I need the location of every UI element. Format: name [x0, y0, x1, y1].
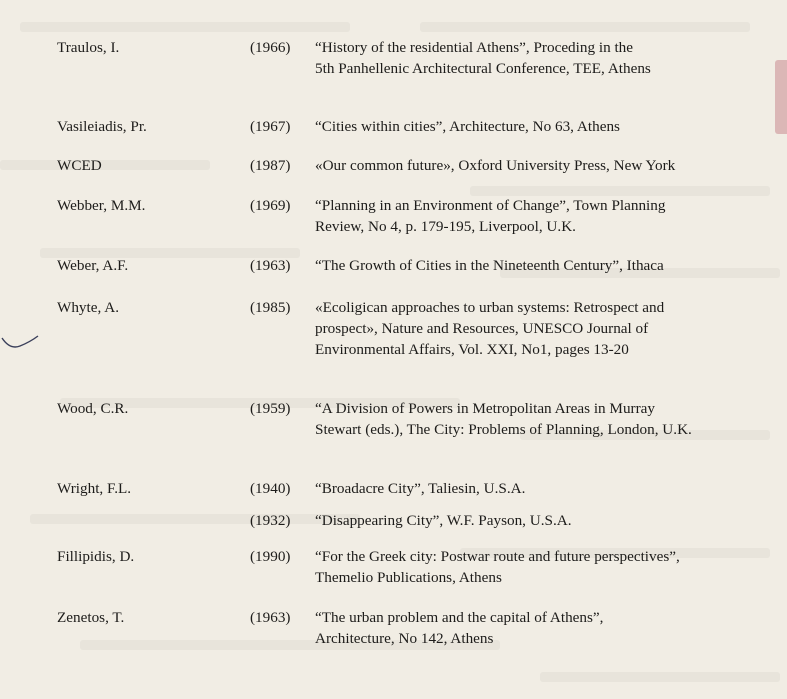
reference-year: (1985)	[250, 299, 291, 316]
reference-author: Zenetos, T.	[57, 609, 125, 626]
reference-author: Traulos, I.	[57, 39, 120, 56]
reference-year: (1990)	[250, 548, 291, 565]
reference-text-line: “The urban problem and the capital of Athens”,	[315, 609, 604, 626]
reference-text	[315, 195, 775, 237]
reference-text-line: “Broadacre City”, Taliesin, U.S.A.	[315, 480, 526, 497]
reference-text-line: 5th Panhellenic Architectural Conference, TEE, Athens	[315, 60, 651, 77]
reference-text	[315, 155, 775, 176]
reference-text	[315, 297, 775, 360]
reference-text-line: “History of the residential Athens”, Proceding in the	[315, 39, 634, 56]
reference-text-line: prospect», Nature and Resources, UNESCO Journal of	[315, 320, 649, 337]
reference-year: (1963)	[250, 609, 291, 626]
reference-year: (1967)	[250, 118, 291, 135]
reference-text	[315, 510, 775, 531]
reference-text-line: “Disappearing City”, W.F. Payson, U.S.A.	[315, 512, 572, 529]
reference-text-line: Review, No 4, p. 179-195, Liverpool, U.K.	[315, 218, 576, 235]
reference-text	[315, 398, 775, 440]
reference-text	[315, 37, 775, 79]
reference-text-line: “Planning in an Environment of Change”, Town Planning	[315, 197, 666, 214]
reference-text	[315, 255, 775, 276]
reference-year: (1966)	[250, 39, 291, 56]
reference-author: Whyte, A.	[57, 299, 120, 316]
reference-text	[315, 478, 775, 499]
reference-text-line: «Ecoligican approaches to urban systems: Retrospect and	[315, 299, 665, 316]
reference-year: (1963)	[250, 257, 291, 274]
reference-author: Vasileiadis, Pr.	[57, 118, 147, 135]
reference-year: (1959)	[250, 400, 291, 417]
reference-author: Fillipidis, D.	[57, 548, 135, 565]
reference-text	[315, 546, 775, 588]
page-tab-edge	[775, 60, 787, 134]
reference-text-line: «Our common future», Oxford University Press, New York	[315, 157, 676, 174]
reference-author: Wood, C.R.	[57, 400, 129, 417]
reference-text-line: Environmental Affairs, Vol. XXI, No1, pages 13-20	[315, 341, 629, 358]
reference-year: (1987)	[250, 157, 291, 174]
reference-text-line: “Cities within cities”, Architecture, No 63, Athens	[315, 118, 620, 135]
reference-year: (1940)	[250, 480, 291, 497]
reference-author: Wright, F.L.	[57, 480, 132, 497]
reference-text	[315, 116, 775, 137]
reference-author: WCED	[57, 157, 102, 174]
reference-year: (1969)	[250, 197, 291, 214]
reference-author: Weber, A.F.	[57, 257, 129, 274]
reference-text-line: “The Growth of Cities in the Nineteenth Century”, Ithaca	[315, 257, 664, 274]
pen-mark	[0, 330, 40, 354]
reference-text-line: “For the Greek city: Postwar route and future perspectives”,	[315, 548, 680, 565]
reference-text-line: Stewart (eds.), The City: Problems of Planning, London, U.K.	[315, 421, 692, 438]
reference-text-line: Architecture, No 142, Athens	[315, 630, 494, 647]
reference-text-line: “A Division of Powers in Metropolitan Areas in Murray	[315, 400, 655, 417]
reference-year: (1932)	[250, 512, 291, 529]
reference-author: Webber, M.M.	[57, 197, 146, 214]
reference-text-line: Themelio Publications, Athens	[315, 569, 502, 586]
reference-text	[315, 607, 775, 649]
